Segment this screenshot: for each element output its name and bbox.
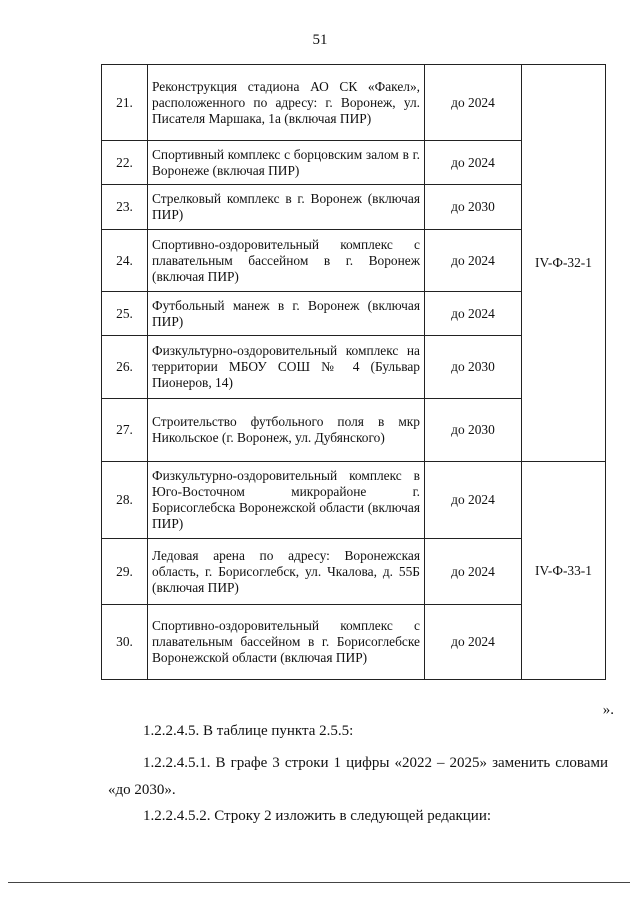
closing-quote: ». [602, 702, 614, 718]
row-term: до 2024 [425, 230, 522, 292]
row-term: до 2024 [425, 141, 522, 185]
row-term: до 2024 [425, 539, 522, 605]
projects-table [101, 64, 606, 680]
table-row [102, 65, 606, 141]
row-number: 27. [102, 399, 148, 462]
paragraph-replace-instruction: 1.2.2.4.5.1. В графе 3 строки 1 цифры «2022 – 2025» заменить словами «до 2030». [108, 755, 608, 798]
row-description: Строительство футбольного поля в мкр Никольское (г. Воронеж, ул. Дубянского) [148, 399, 425, 462]
row-description: Реконструкция стадиона АО СК «Факел», расположенного по адресу: г. Воронеж, ул. Писателя Маршака, 1а (включая ПИР) [148, 65, 425, 141]
row-number: 30. [102, 605, 148, 680]
row-number: 26. [102, 336, 148, 399]
row-description: Стрелковый комплекс в г. Воронеж (включая ПИР) [148, 185, 425, 230]
row-term: до 2030 [425, 336, 522, 399]
row-description: Физкультурно-оздоровительный комплекс на территории МБОУ СОШ № 4 (Бульвар Пионеров, 14) [148, 336, 425, 399]
row-description: Физкультурно-оздоровительный комплекс в Юго-Восточном микрорайоне г. Борисоглебска Воронежской области (включая ПИР) [148, 462, 425, 539]
row-number: 21. [102, 65, 148, 141]
page-number: 51 [312, 32, 328, 48]
paragraph-table-item: 1.2.2.4.5. В таблице пункта 2.5.5: [143, 723, 354, 739]
row-term: до 2024 [425, 292, 522, 336]
row-term: до 2024 [425, 65, 522, 141]
row-description: Спортивно-оздоровительный комплекс с плавательным бассейном в г. Борисоглебске Воронежской области (включая ПИР) [148, 605, 425, 680]
row-number: 22. [102, 141, 148, 185]
paragraph-row-instruction: 1.2.2.4.5.2. Строку 2 изложить в следующей редакции: [143, 808, 492, 824]
code-cell: IV-Ф-32-1 [522, 65, 606, 462]
row-number: 29. [102, 539, 148, 605]
row-number: 25. [102, 292, 148, 336]
row-description: Ледовая арена по адресу: Воронежская область, г. Борисоглебск, ул. Чкалова, д. 55Б (включая ПИР) [148, 539, 425, 605]
row-term: до 2030 [425, 399, 522, 462]
row-number: 28. [102, 462, 148, 539]
footer-divider [8, 882, 630, 883]
row-number: 23. [102, 185, 148, 230]
code-cell: IV-Ф-33-1 [522, 462, 606, 680]
row-number: 24. [102, 230, 148, 292]
row-term: до 2030 [425, 185, 522, 230]
row-description: Спортивно-оздоровительный комплекс с плавательным бассейном в г. Воронеж (включая ПИР) [148, 230, 425, 292]
row-description: Спортивный комплекс с борцовским залом в г. Воронеже (включая ПИР) [148, 141, 425, 185]
row-term: до 2024 [425, 605, 522, 680]
row-description: Футбольный манеж в г. Воронеж (включая ПИР) [148, 292, 425, 336]
row-term: до 2024 [425, 462, 522, 539]
table-row [102, 462, 606, 539]
